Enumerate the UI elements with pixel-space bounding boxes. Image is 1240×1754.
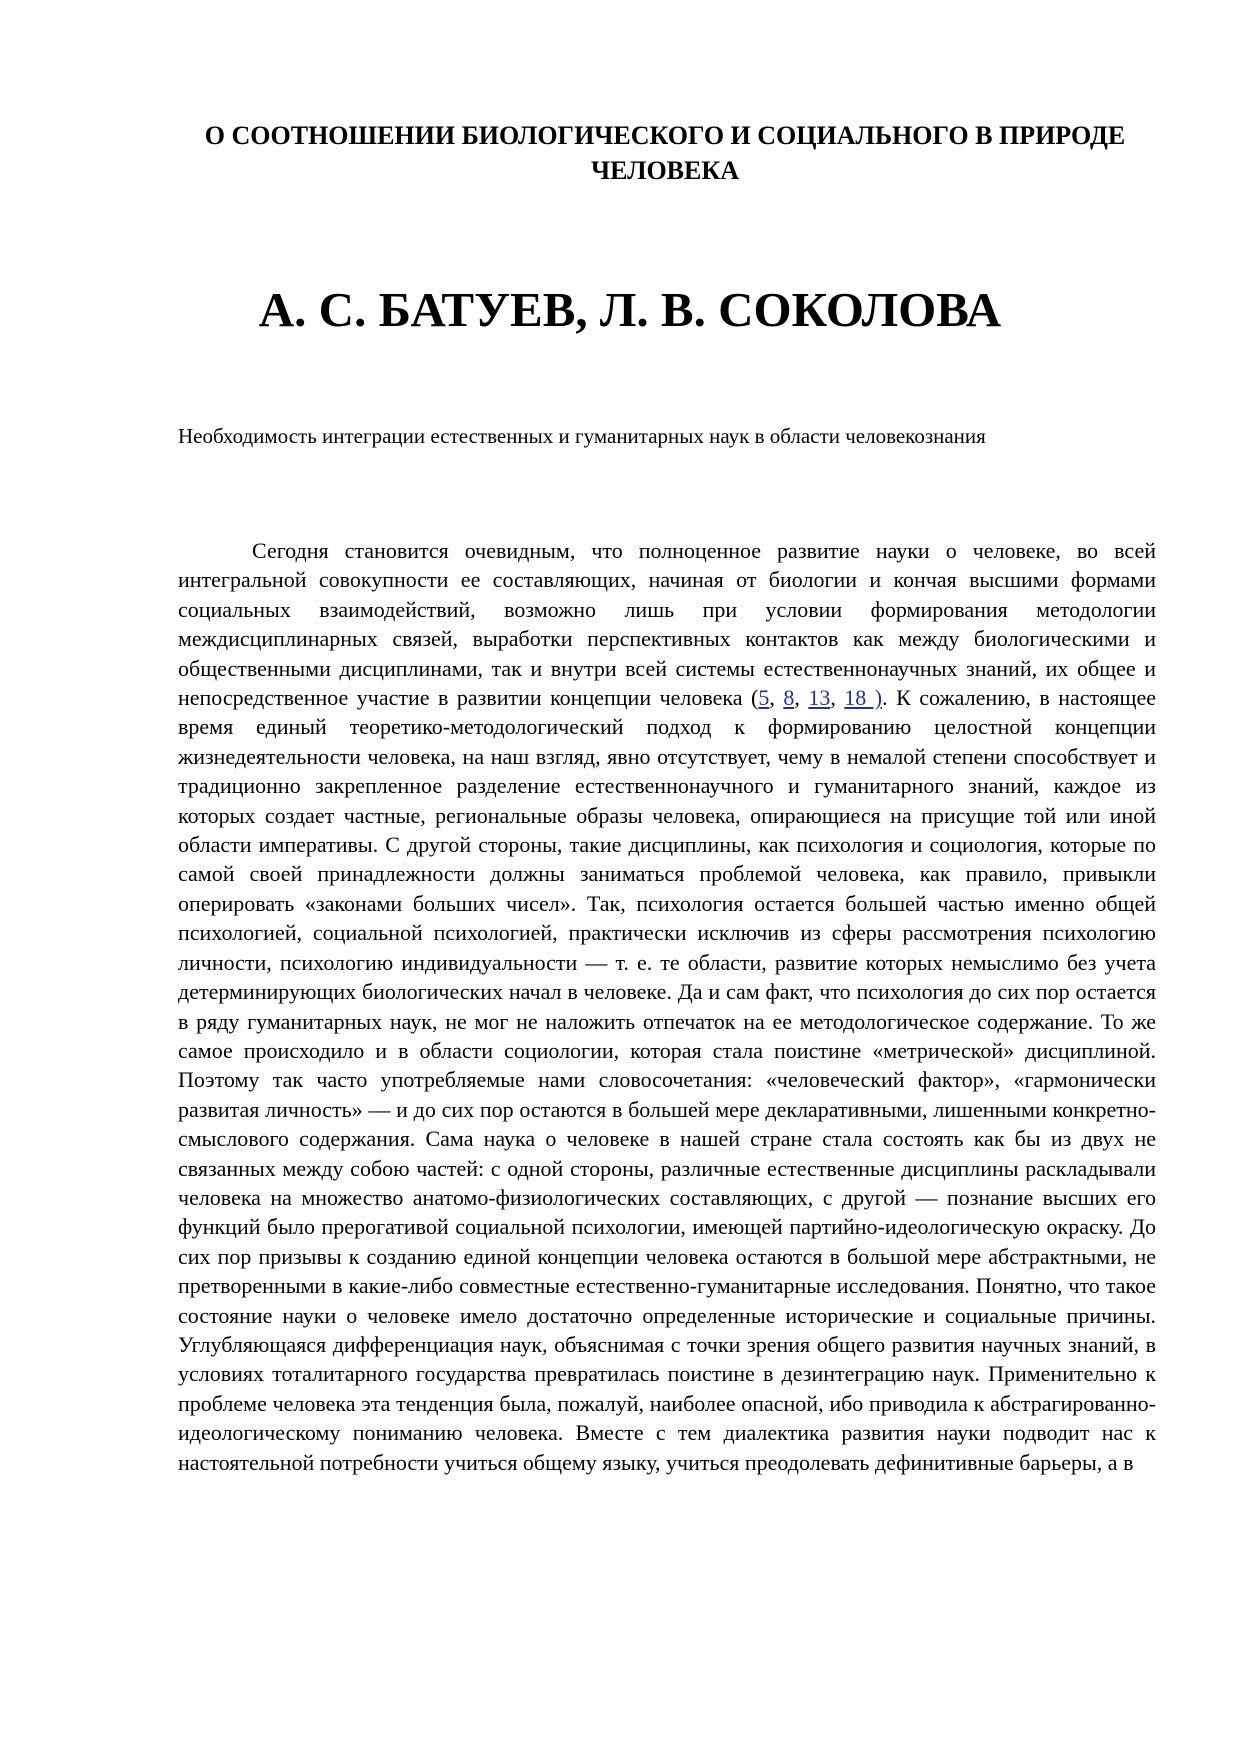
body-paragraph [178, 536, 1156, 1477]
article-title: О СООТНОШЕНИИ БИОЛОГИЧЕСКОГО И СОЦИАЛЬНОГО В ПРИРОДЕ ЧЕЛОВЕКА [204, 121, 1126, 185]
reference-link-18[interactable]: 18 ) [844, 685, 883, 711]
reference-link-8[interactable]: 8 [783, 685, 795, 711]
section-subtitle: Необходимость интеграции естественных и гуманитарных наук в области человекознания [178, 424, 986, 448]
reference-separator: , [769, 685, 784, 711]
reference-link-13[interactable]: 13 [808, 685, 831, 711]
reference-separator: , [794, 685, 809, 711]
paragraph-text-rest: . К сожалению, в настоящее время единый теоретико-методологический подход к формированию целостной концепции жизнедеятельности человека, на наш взгляд, явно отсутствует, чему в немалой степени способствует и традиционно закрепленное разделение естественнонаучного и гуманитарного знаний, каждое из которых создает частные, региональные образы человека, опирающиеся на присущие той или иной области императивы. С другой стороны, такие дисциплины, как психология и социология, которые по самой своей принадлежности должны заниматься проблемой человека, как правило, привыкли оперировать «законами больших чисел». Так, психология остается большей частью именно общей психологией, социальной психологией, практически исключив из сферы рассмотрения психологию личности, психологию индивидуальности — т. е. те области, развитие которых немыслимо без учета детерминирующих биологических начал в человеке. Да и сам факт, что психология до сих пор остается в ряду гуманитарных наук, не мог не наложить отпечаток на ее методологическое содержание. То же самое происходило и в области социологии, которая стала поистине «метрической» дисциплиной. Поэтому так часто употребляемые нами словосочетания: «человеческий фактор», «гармонически развитая личность» — и до сих пор остаются в большей мере декларативными, лишенными конкретно-смыслового содержания. Сама наука о человеке в нашей стране стала состоять как бы из двух не связанных между собою частей: с одной стороны, различные естественные дисциплины раскладывали человека на множество анатомо-физиологических составляющих, с другой — познание высших его функций было прерогативой социальной психологии, имеющей партийно-идеологическую окраску. До сих пор призывы к созданию единой концепции человека остаются в большой мере абстрактными, не претворенными в какие-либо совместные естественно-гуманитарные исследования. Понятно, что такое состояние науки о человеке имело достаточно определенные исторические и социальные причины. Углубляющаяся дифференциация наук, объяснимая с точки зрения общего развития научных знаний, в условиях тоталитарного государства превратилась поистине в дезинтеграцию наук. Применительно к проблеме человека эта тенденция была, пожалуй, наиболее опасной, ибо приводила к абстрагированно-идеологическому пониманию человека. Вместе с тем диалектика развития науки подводит нас к настоятельной потребности учиться общему языку, учиться преодолевать дефинитивные барьеры, а в [178, 685, 1156, 1475]
reference-separator: , [830, 685, 845, 711]
reference-link-5[interactable]: 5 [758, 685, 770, 711]
article-authors: А. С. БАТУЕВ, Л. В. СОКОЛОВА [258, 282, 1002, 337]
paragraph-text-start: Сегодня становится очевидным, что полноценное развитие науки о человеке, во всей интегральной совокупности ее составляющих, начиная от биологии и кончая высшими формами социальных взаимодействий, возможно лишь при условии формирования методологии междисциплинарных связей, выработки перспективных контактов как между биологическими и общественными дисциплинами, так и внутри всей системы естественнонаучных знаний, их общее и непосредственное участие в развитии концепции человека ( [178, 538, 1156, 711]
